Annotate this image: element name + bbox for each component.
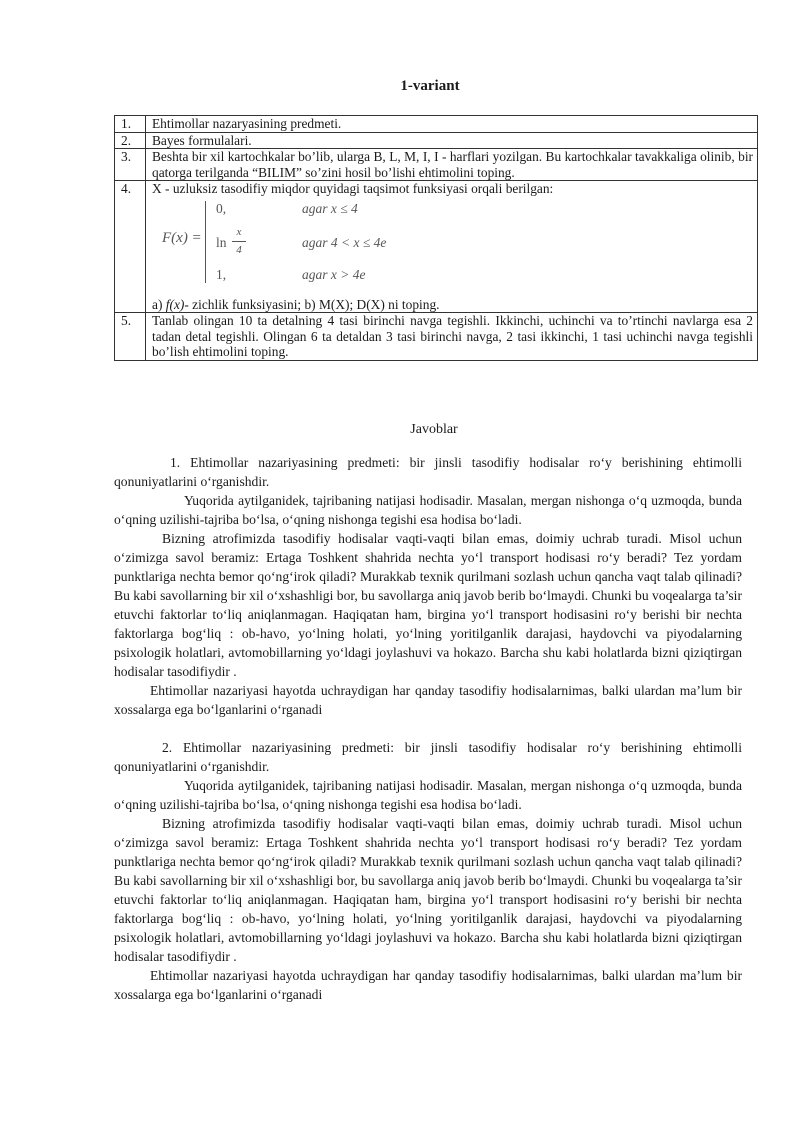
table-row <box>115 132 758 149</box>
task-number: 3. <box>115 149 146 181</box>
table-row <box>115 313 758 361</box>
formula-row2-condition: agar 4 < x ≤ 4e <box>302 234 387 250</box>
question-fx: f(x) <box>165 296 185 312</box>
table-row <box>115 149 758 181</box>
answer1-paragraph4: Ehtimollar nazariyasi hayotda uchraydigan har qanday tasodifiy hodisalarnimas, balki ulardan ma’lum bir xossalarga ega bo‘lganlarini o‘rganadi <box>114 683 742 717</box>
formula-row1-condition: agar x ≤ 4 <box>302 200 358 216</box>
fraction-numerator: x <box>236 225 242 238</box>
formula-brace <box>205 201 214 283</box>
table-row <box>115 116 758 133</box>
formula-row2-fraction <box>232 225 246 259</box>
task-number: 4. <box>115 181 146 313</box>
table-row <box>115 181 758 313</box>
answer1-paragraph2: Yuqorida aytilganidek, tajribaning natijasi hodisadir. Masalan, mergan nishonga o‘q uzmoqda, bunda o‘qning uzilishi-tajriba bo‘lsa, o‘qning nishonga tegishi esa hodisa bo‘ladi. <box>114 493 742 527</box>
tasks-table <box>114 115 758 361</box>
formula-lhs: F(x) = <box>162 229 202 246</box>
task-number: 1. <box>115 116 146 133</box>
task-text: Beshta bir xil kartochkalar bo’lib, ularga B, L, M, I, I - harflari yozilgan. Bu kartochkalar tavakkaliga olinib, bir qatorga terilganda “BILIM” so’zini hosil bo’lishi ehtimolini toping. <box>146 149 758 181</box>
task-text: X - uzluksiz tasodifiy miqdor quyidagi taqsimot funksiyasi orqali berilgan: <box>152 181 554 196</box>
formula-row3-condition: agar x > 4e <box>302 266 366 282</box>
question-rest: - zichlik funksiyasini; b) M(X); D(X) ni toping. <box>184 296 440 312</box>
task-text: Ehtimollar nazaryasining predmeti. <box>146 116 758 133</box>
task-question <box>152 297 753 313</box>
variant-title: 1-variant <box>400 78 460 94</box>
formula-row1-value: 0, <box>216 200 227 216</box>
formula-row3-value: 1, <box>216 266 227 282</box>
task-number: 2. <box>115 132 146 149</box>
answers-section <box>114 420 742 1004</box>
fraction-bar <box>232 241 246 242</box>
spacer <box>114 719 742 738</box>
task-text: Tanlab olingan 10 ta detalning 4 tasi birinchi navga tegishli. Ikkinchi, uchinchi va to’rtinchi navlarga esa 2 tadan detal tegishli. Olingan 6 ta detaldan 3 tasi birinchi navga, 2 tasi ikkinchi, 1 tasi uchinchi navga tegishli bo’lish ehtimolini toping. <box>146 313 758 361</box>
answers-heading: Javoblar <box>410 422 458 437</box>
answer1-paragraph1: 1. Ehtimollar nazariyasining predmeti: bir jinsli tasodifiy hodisalar ro‘y berishining ehtimolli qonuniyatlarini o‘rganishdir. <box>114 455 742 489</box>
answer2-paragraph4: Ehtimollar nazariyasi hayotda uchraydigan har qanday tasodifiy hodisalarnimas, balki ulardan ma’lum bir xossalarga ega bo‘lganlarini o‘rganadi <box>114 968 742 1002</box>
question-prefix: a) <box>152 296 166 312</box>
formula-row2-ln: ln <box>216 234 227 250</box>
distribution-formula <box>152 197 753 297</box>
answer2-paragraph3: Bizning atrofimizda tasodifiy hodisalar vaqti-vaqti bilan emas, doimiy uchrab turadi. Misol uchun o‘zimizga savol beramiz: Ertaga Toshkent shahrida nechta yo‘l transport hodisasi ro‘y beradi? Tez yordam punktlariga nechta bemor qo‘ng‘irok qiladi? Murakkab texnik qurilmani sozlash uchun qancha vaqt talab qilinadi? Bu kabi savollarning bir xil o‘xshashligi bor, bu savollarga aniq javob berib bo‘lmaydi. Chunki bu voqealarga ta’sir etuvchi faktorlar to‘liq aniqlanmagan. Haqiqatan ham, birgina yo‘l transport hodisasini ro‘y berishi bir nechta faktorlarga bog‘liq : ob-havo, yo‘lning holati, yo‘lning yoritilganlik darajasi, haydovchi va piyodalarning psixologik holatlari, avtomobillarning yo‘ldagi joylashuvi va hokazo. Barcha shu kabi holatlarda bizni qiziqtirgan hodisalar tasodifiydir . <box>114 816 742 964</box>
answer2-paragraph1: 2. Ehtimollar nazariyasining predmeti: bir jinsli tasodifiy hodisalar ro‘y berishining ehtimolli qonuniyatlarini o‘rganishdir. <box>114 740 742 774</box>
answer1-paragraph3: Bizning atrofimizda tasodifiy hodisalar vaqti-vaqti bilan emas, doimiy uchrab turadi. Misol uchun o‘zimizga savol beramiz: Ertaga Toshkent shahrida nechta yo‘l transport hodisasi ro‘y beradi? Tez yordam punktlariga nechta bemor qo‘ng‘irok qiladi? Murakkab texnik qurilmani sozlash uchun qancha vaqt talab qilinadi? Bu kabi savollarning bir xil o‘xshashligi bor, bu savollarga aniq javob berib bo‘lmaydi. Chunki bu voqealarga ta’sir etuvchi faktorlar to‘liq aniqlanmagan. Haqiqatan ham, birgina yo‘l transport hodisasini ro‘y berishi bir nechta faktorlarga bog‘liq : ob-havo, yo‘lning holati, yo‘lning yoritilganlik darajasi, haydovchi va piyodalarning psixologik holatlari, avtomobillarning yo‘ldagi joylashuvi va hokazo. Barcha shu kabi holatlarda bizni qiziqtirgan hodisalar tasodifiydir . <box>114 531 742 679</box>
fraction-denominator: 4 <box>236 244 242 256</box>
task-text: Bayes formulalari. <box>146 132 758 149</box>
task-cell <box>146 181 758 313</box>
task-number: 5. <box>115 313 146 361</box>
answer2-paragraph2: Yuqorida aytilganidek, tajribaning natijasi hodisadir. Masalan, mergan nishonga o‘q uzmoqda, bunda o‘qning uzilishi-tajriba bo‘lsa, o‘qning nishonga tegishi esa hodisa bo‘ladi. <box>114 778 742 812</box>
